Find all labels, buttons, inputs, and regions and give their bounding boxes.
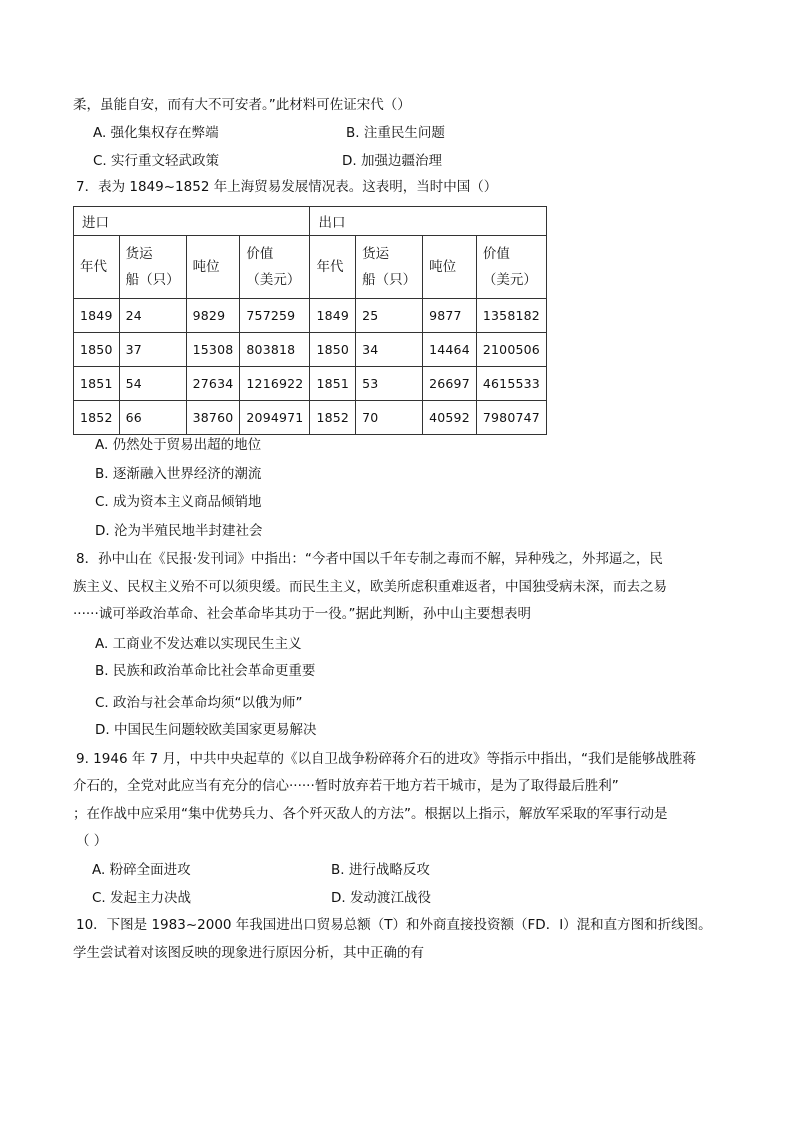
table-row <box>74 333 547 367</box>
table-cell: 1851 <box>74 367 120 401</box>
table-cell: 2094971 <box>240 401 310 435</box>
col-tons: 吨位 <box>186 236 240 299</box>
question-10-line-1: 10．下图是 1983~2000 年我国进出口贸易总额（T）和外商直接投资额（FD．I）混和直方图和折线图。 <box>76 917 712 933</box>
table-cell: 38760 <box>186 401 240 435</box>
table-cell: 14464 <box>423 333 477 367</box>
q6-option-a: A. 强化集权存在弊端 <box>93 125 219 141</box>
table-row <box>74 299 547 333</box>
q8-option-a: A. 工商业不发达难以实现民生主义 <box>95 636 302 652</box>
question-9-line-1: 9. 1946 年 7 月，中共中央起草的《以自卫战争粉碎蒋介石的进攻》等指示中指出，“我们是能够战胜蒋 <box>76 751 696 767</box>
table-cell: 1850 <box>74 333 120 367</box>
table-cell: 1852 <box>310 401 356 435</box>
q9-option-c: C. 发起主力决战 <box>92 890 192 906</box>
q8-option-c: C. 政治与社会革命均须“以俄为师” <box>95 695 303 711</box>
table-cell: 27634 <box>186 367 240 401</box>
table-cell: 54 <box>119 367 186 401</box>
shanghai-trade-table <box>73 206 547 435</box>
table-cell: 1849 <box>74 299 120 333</box>
table-cell: 15308 <box>186 333 240 367</box>
table-cell: 1216922 <box>240 367 310 401</box>
q8-option-b: B. 民族和政治革命比社会革命更重要 <box>95 663 316 679</box>
table-cell: 25 <box>356 299 423 333</box>
table-cell: 803818 <box>240 333 310 367</box>
table-cell: 66 <box>119 401 186 435</box>
col-value: 价值 （美元） <box>240 236 310 299</box>
table-cell: 1850 <box>310 333 356 367</box>
q7-option-c: C. 成为资本主义商品倾销地 <box>95 494 262 510</box>
table-row <box>74 367 547 401</box>
table-cell: 24 <box>119 299 186 333</box>
col-tons: 吨位 <box>423 236 477 299</box>
table-cell: 7980747 <box>476 401 546 435</box>
q9-option-b: B. 进行战略反攻 <box>331 862 430 878</box>
col-ships: 货运 船（只） <box>356 236 423 299</box>
question-9-line-2: 介石的，全党对此应当有充分的信心······暂时放弃若干地方若干城市，是为了取得最后胜利” <box>73 778 619 794</box>
q6-option-b: B. 注重民生问题 <box>346 125 445 141</box>
table-cell: 2100506 <box>476 333 546 367</box>
export-header: 出口 <box>310 207 546 236</box>
q9-option-d: D. 发动渡江战役 <box>331 890 431 906</box>
import-header: 进口 <box>74 207 310 236</box>
question-6-tail: 柔，虽能自安，而有大不可安者。”此材料可佐证宋代（） <box>73 97 411 113</box>
table-cell: 1358182 <box>476 299 546 333</box>
question-7-stem: 7．表为 1849~1852 年上海贸易发展情况表。这表明，当时中国（） <box>76 179 498 195</box>
col-ships: 货运 船（只） <box>119 236 186 299</box>
table-cell: 4615533 <box>476 367 546 401</box>
question-8-line-2: 族主义、民权主义殆不可以须臾缓。而民生主义，欧美所虑积重难返者，中国独受病未深，而去之易 <box>73 579 667 595</box>
table-cell: 1849 <box>310 299 356 333</box>
q7-option-a: A. 仍然处于贸易出超的地位 <box>95 437 262 453</box>
col-year: 年代 <box>310 236 356 299</box>
col-year: 年代 <box>74 236 120 299</box>
col-value: 价值 （美元） <box>476 236 546 299</box>
table-cell: 9829 <box>186 299 240 333</box>
q7-option-b: B. 逐渐融入世界经济的潮流 <box>95 466 262 482</box>
table-cell: 757259 <box>240 299 310 333</box>
table-cell: 26697 <box>423 367 477 401</box>
q8-option-d: D. 中国民生问题较欧美国家更易解决 <box>95 722 317 738</box>
table-cell: 40592 <box>423 401 477 435</box>
q6-option-d: D. 加强边疆治理 <box>342 153 442 169</box>
table-cell: 70 <box>356 401 423 435</box>
question-9-line-4: （ ） <box>76 833 108 849</box>
q6-option-c: C. 实行重文轻武政策 <box>93 153 220 169</box>
table-cell: 34 <box>356 333 423 367</box>
q9-option-a: A. 粉碎全面进攻 <box>92 862 191 878</box>
question-8-line-1: 8．孙中山在《民报·发刊词》中指出：“今者中国以千年专制之毒而不解，异种残之，外邦逼之，民 <box>76 551 663 567</box>
question-10-line-2: 学生尝试着对该图反映的现象进行原因分析，其中正确的有 <box>73 945 424 961</box>
question-9-line-3: ；在作战中应采用“集中优势兵力、各个歼灭敌人的方法”。根据以上指示，解放军采取的军事行动是 <box>73 806 668 822</box>
table-cell: 1851 <box>310 367 356 401</box>
table-cell: 53 <box>356 367 423 401</box>
table-cell: 9877 <box>423 299 477 333</box>
table-row <box>74 401 547 435</box>
q7-option-d: D. 沦为半殖民地半封建社会 <box>95 523 263 539</box>
question-8-line-3: ······诚可举政治革命、社会革命毕其功于一役。”据此判断，孙中山主要想表明 <box>73 606 531 622</box>
table-cell: 1852 <box>74 401 120 435</box>
table-cell: 37 <box>119 333 186 367</box>
